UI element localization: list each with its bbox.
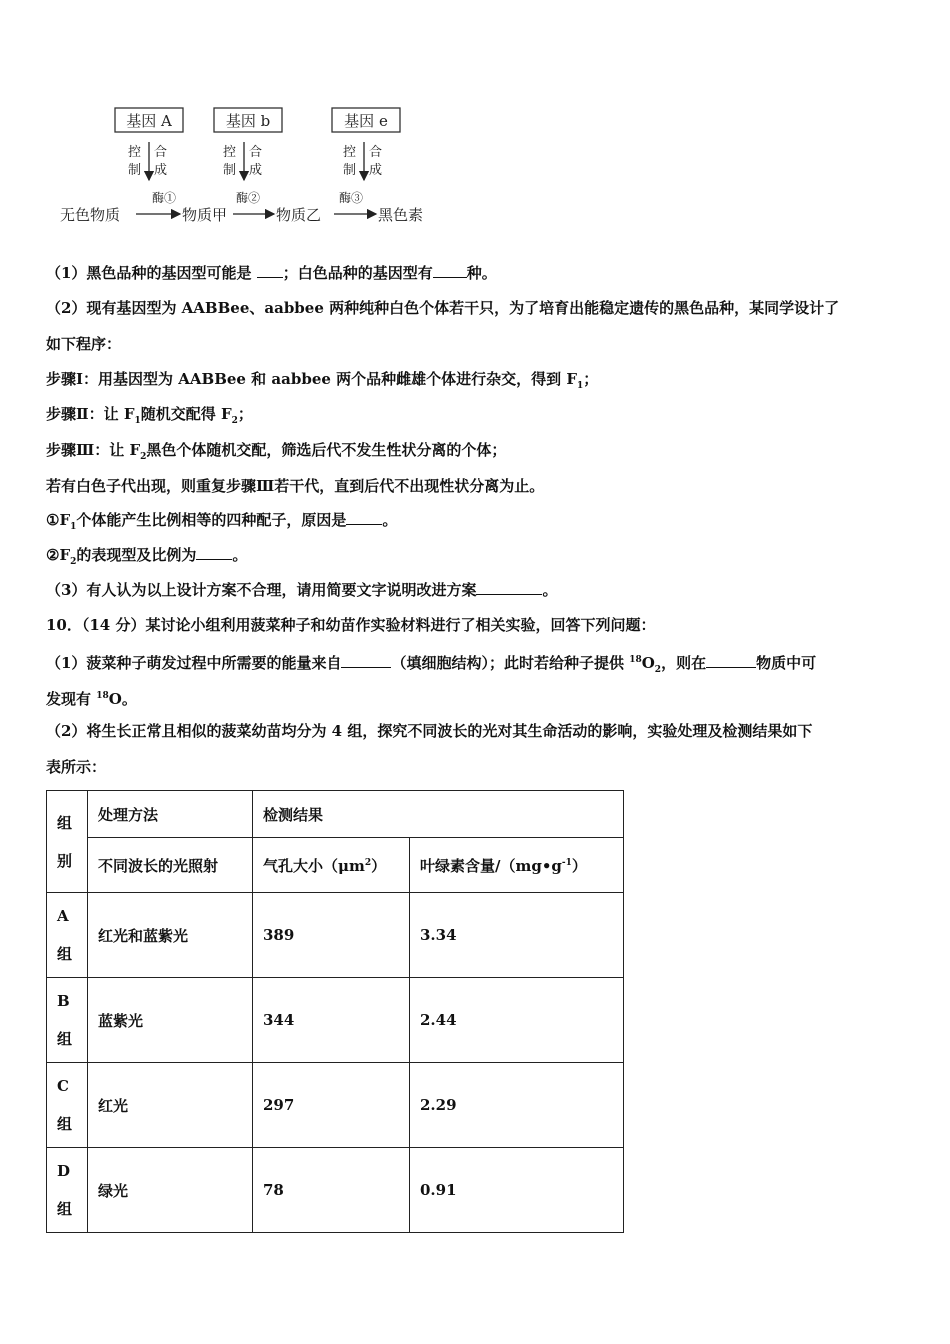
chlorophyll-cell: 2.29 xyxy=(410,1063,624,1148)
header-stoma: 气孔大小$(\mu m^2)$ xyxy=(253,838,410,893)
group-cell: C 组 xyxy=(47,1063,88,1148)
svg-text:成: 成 xyxy=(369,163,383,178)
enzyme-3-label: 酶③ xyxy=(339,191,364,205)
control-arrow-b xyxy=(223,142,262,180)
chlorophyll-cell: 0.91 xyxy=(410,1148,624,1233)
svg-text:制: 制 xyxy=(343,163,357,178)
header-result: 检测结果 xyxy=(253,791,624,838)
header-method: 处理方法 xyxy=(88,791,253,838)
control-arrow-e xyxy=(343,142,382,180)
chlorophyll-cell: 2.44 xyxy=(410,978,624,1063)
enzyme-1-label: 酶① xyxy=(152,191,177,205)
results-table xyxy=(46,790,624,1233)
group-cell: A 组 xyxy=(47,893,88,978)
q10-title: 10．（14 分）某讨论小组利用菠菜种子和幼苗作实验材料进行了相关实验，回答下列问题： xyxy=(46,616,656,634)
stoma-cell: 297 xyxy=(253,1063,410,1148)
light-cell: 红光和蓝紫光 xyxy=(88,893,253,978)
q10-2-line-2: 表所示： xyxy=(46,758,107,776)
enzyme-2-label: 酶② xyxy=(236,191,261,205)
answer-blank[interactable] xyxy=(433,263,467,278)
light-cell: 红光 xyxy=(88,1063,253,1148)
substance-yi: 物质乙 xyxy=(276,206,322,224)
svg-text:控: 控 xyxy=(343,145,357,160)
q2-line-2: 如下程序： xyxy=(46,335,122,353)
q10-1-line-2: 发现有 $^{18}$O。 xyxy=(46,690,137,708)
gene-a-label: 基因 A xyxy=(126,112,172,130)
substance-jia: 物质甲 xyxy=(182,206,228,224)
stoma-cell: 78 xyxy=(253,1148,410,1233)
svg-text:控: 控 xyxy=(128,145,142,160)
q1-line: （1）黑色品种的基因型可能是 ；白色品种的基因型有 种。 xyxy=(46,264,497,282)
substance-melanin: 黑色素 xyxy=(378,206,424,224)
step-2: 步骤Ⅱ：让 $F_1$随机交配得 $F_2$； xyxy=(46,405,253,426)
header-group: 组 别 xyxy=(47,791,88,893)
substance-colorless: 无色物质 xyxy=(60,206,121,224)
group-cell: B 组 xyxy=(47,978,88,1063)
control-arrow-a xyxy=(128,142,167,180)
answer-blank[interactable] xyxy=(341,653,391,668)
svg-text:合: 合 xyxy=(154,145,168,160)
q10-2-line-1: （2）将生长正常且相似的菠菜幼苗均分为 4 组，探究不同波长的光对其生命活动的影响，实验处理及检测结果如下 xyxy=(46,722,813,740)
svg-text:控: 控 xyxy=(223,145,237,160)
repeat-note: 若有白色子代出现，则重复步骤Ⅲ若干代，直到后代不出现性状分离为止。 xyxy=(46,477,545,495)
sub-question-1: $①F_1$个体能产生比例相等的四种配子，原因是 。 xyxy=(46,511,398,532)
table-row xyxy=(47,1063,624,1148)
table-row xyxy=(47,978,624,1063)
answer-blank[interactable] xyxy=(706,653,756,668)
stoma-cell: 389 xyxy=(253,893,410,978)
group-cell: D 组 xyxy=(47,1148,88,1233)
svg-text:合: 合 xyxy=(369,145,383,160)
answer-blank[interactable] xyxy=(196,545,232,560)
light-cell: 蓝紫光 xyxy=(88,978,253,1063)
pathway-svg xyxy=(58,96,438,236)
stoma-cell: 344 xyxy=(253,978,410,1063)
step-3: 步骤Ⅲ：让 $F_2$黑色个体随机交配，筛选后代不发生性状分离的个体； xyxy=(46,441,507,462)
light-cell: 绿光 xyxy=(88,1148,253,1233)
table-row xyxy=(47,1148,624,1233)
chlorophyll-cell: 3.34 xyxy=(410,893,624,978)
svg-text:成: 成 xyxy=(249,163,263,178)
svg-text:制: 制 xyxy=(128,163,142,178)
q3-line: （3）有人认为以上设计方案不合理，请用简要文字说明改进方案 。 xyxy=(46,581,558,599)
answer-blank[interactable] xyxy=(476,580,542,595)
gene-e-label: 基因 e xyxy=(344,112,388,130)
q2-line-1: （2）现有基因型为 AABBee、aabbee 两种纯种白色个体若干只，为了培育出能稳定遗传的黑色品种，某同学设计了 xyxy=(46,299,840,317)
svg-text:制: 制 xyxy=(223,163,237,178)
gene-pathway-diagram xyxy=(58,96,438,236)
gene-b-label: 基因 b xyxy=(225,112,271,130)
header-chlorophyll: 叶绿素含量$/(mg•g^{-1})$ xyxy=(410,838,624,893)
header-light: 不同波长的光照射 xyxy=(88,838,253,893)
answer-blank[interactable] xyxy=(346,510,382,525)
sub-question-2: $②F_2$的表现型及比例为 。 xyxy=(46,546,248,567)
answer-blank[interactable] xyxy=(257,263,283,278)
svg-text:成: 成 xyxy=(154,163,168,178)
svg-text:合: 合 xyxy=(249,145,263,160)
table-row xyxy=(47,893,624,978)
step-1: 步骤Ⅰ：用基因型为 AABBee 和 aabbee 两个品种雌雄个体进行杂交，得到 $F_1$； xyxy=(46,370,599,391)
q10-1-line-1: （1）菠菜种子萌发过程中所需要的能量来自 （填细胞结构）；此时若给种子提供 $^{18}O_2$，则在 物质中可 xyxy=(46,654,817,675)
